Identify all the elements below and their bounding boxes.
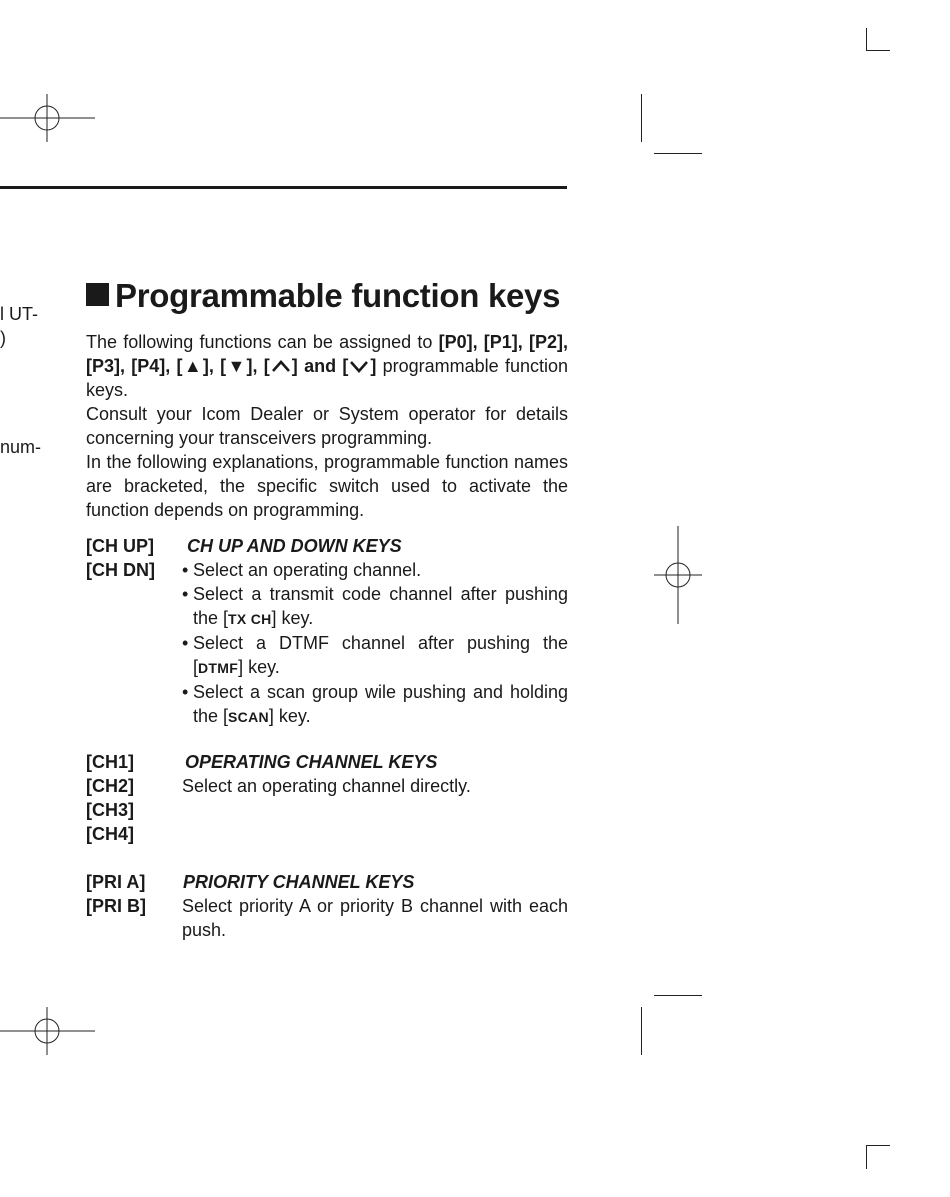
- bullet-dot: •: [182, 584, 189, 604]
- list-item-text: ] key.: [268, 706, 311, 726]
- section-body: [182, 534, 568, 729]
- list-item: [182, 582, 568, 631]
- registration-mark-icon: [654, 526, 702, 624]
- key-label: [CH UP]: [86, 536, 154, 556]
- key-label: [CH DN]: [86, 560, 155, 580]
- crop-mark: [866, 28, 867, 50]
- list-item-text: Select a transmit code channel after pushing the [: [193, 584, 568, 628]
- intro-paragraph-2: Consult your Icom Dealer or System operator for details concerning your transceivers programming.: [86, 404, 568, 448]
- key-label: [CH3]: [86, 800, 134, 820]
- crop-mark: [866, 1145, 890, 1146]
- section-heading: CH UP AND DOWN KEYS: [187, 536, 402, 556]
- list-item-text: Select a DTMF channel after pushing the [: [193, 633, 568, 677]
- margin-fragment: l UT-: [0, 304, 38, 324]
- intro-paragraph-3: In the following explanations, programmable function names are bracketed, the specific switch used to activate the function depends on programming.: [86, 452, 568, 520]
- crop-mark: [641, 1007, 642, 1055]
- registration-mark-icon: [0, 1007, 96, 1055]
- intro-paragraph-1: [86, 330, 568, 402]
- page-title-text: Programmable function keys: [115, 277, 561, 314]
- chevron-down-icon: [349, 360, 369, 374]
- key-bracket: ]: [370, 356, 377, 376]
- crop-mark: [641, 94, 642, 142]
- key-label: [CH4]: [86, 824, 134, 844]
- crop-mark: [654, 995, 702, 996]
- list-item: [182, 631, 568, 680]
- intro-text-span: The following functions can be assigned to: [86, 332, 439, 352]
- key-labels: [86, 870, 182, 918]
- key-labels: [86, 534, 182, 582]
- crop-mark: [866, 1145, 867, 1169]
- section-body: [182, 750, 568, 798]
- margin-fragment: num-: [0, 437, 42, 457]
- key-label: [PRI A]: [86, 872, 146, 892]
- registration-mark-icon: [0, 94, 96, 142]
- section-body: [182, 870, 568, 942]
- section-text: Select priority A or priority B channel with each push.: [182, 896, 568, 940]
- intro-text-span: programmable function keys.: [86, 356, 568, 400]
- crop-mark: [866, 50, 890, 51]
- list-item-text: ] key.: [238, 657, 280, 677]
- header-rule: [0, 186, 567, 189]
- section-heading: OPERATING CHANNEL KEYS: [185, 752, 438, 772]
- key-label: [CH2]: [86, 776, 134, 796]
- list-item: [182, 558, 568, 582]
- list-item-text: Select a scan group wile pushing and holding the [: [193, 682, 568, 726]
- key-list: [P0], [P1], [P2], [P3], [P4], [▲], [▼], [: [86, 332, 568, 376]
- page-title: [86, 276, 560, 316]
- section-heading: PRIORITY CHANNEL KEYS: [183, 872, 415, 892]
- section-text: Select an operating channel directly.: [182, 776, 471, 796]
- list-item: [182, 680, 568, 729]
- intro-text: [86, 330, 568, 522]
- key-name: DTMF: [198, 660, 239, 676]
- key-name: TX CH: [228, 611, 272, 627]
- margin-fragment: ): [0, 328, 6, 348]
- list-item-text: ] key.: [271, 608, 314, 628]
- key-list-joiner: ] and [: [291, 356, 349, 376]
- crop-mark: [654, 153, 702, 154]
- key-label: [CH1]: [86, 752, 134, 772]
- key-label: [PRI B]: [86, 896, 146, 916]
- key-labels: [86, 750, 182, 846]
- black-square-icon: [86, 283, 109, 306]
- chevron-up-icon: [271, 359, 291, 373]
- bullet-dot: •: [182, 682, 189, 702]
- bullet-dot: •: [182, 560, 189, 580]
- bullet-dot: •: [182, 633, 189, 653]
- key-name: SCAN: [228, 709, 269, 725]
- list-item-text: Select an operating channel.: [193, 560, 422, 580]
